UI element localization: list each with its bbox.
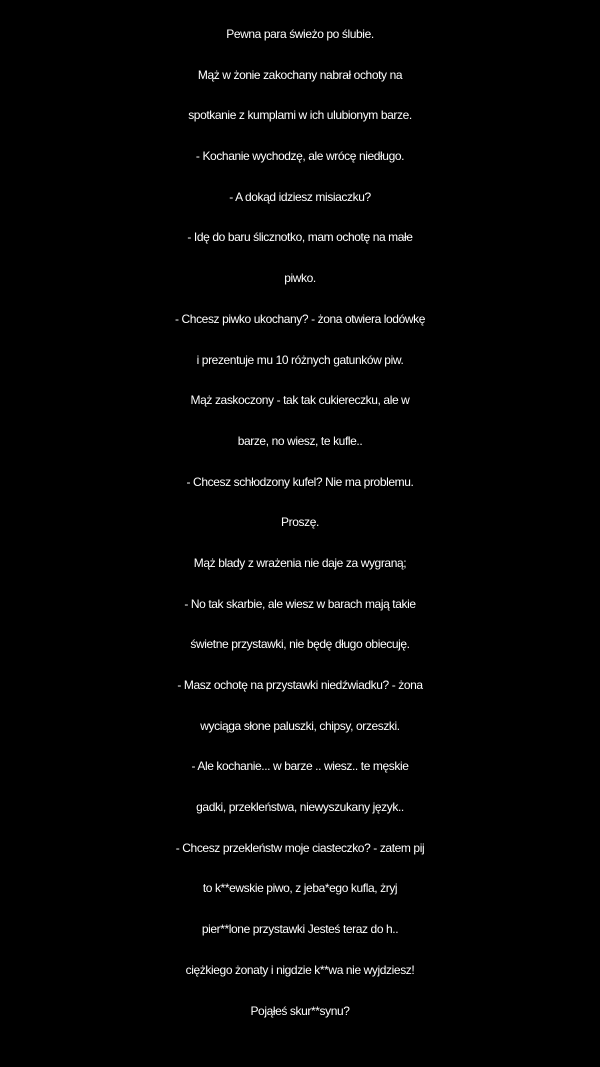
story-line: i prezentuje mu 10 różnych gatunków piw. <box>196 352 404 367</box>
story-line: Pojąłeś skur**synu? <box>250 1003 350 1018</box>
story-line: Pewna para świeżo po ślubie. <box>226 27 374 41</box>
story-line: gadki, przekleństwa, niewyszukany język.. <box>196 800 404 815</box>
story-line: spotkanie z kumplami w ich ulubionym barze. <box>188 108 412 123</box>
story-line: Proszę. <box>281 515 319 530</box>
story-line: - Chcesz przekleństw moje ciasteczko? - zatem pij <box>175 840 425 855</box>
story-line: wyciąga słone paluszki, chipsy, orzeszki. <box>200 718 400 733</box>
story-line: Mąż w żonie zakochany nabrał ochoty na <box>197 67 403 82</box>
story-line: ciężkiego żonaty i nigdzie k**wa nie wyjdziesz! <box>185 962 415 977</box>
story-line: Mąż zaskoczony - tak tak cukiereczku, ale w <box>190 393 410 408</box>
story-line: - Idę do baru ślicznotko, mam ochotę na małe <box>187 230 413 245</box>
story-line: - Chcesz schłodzony kufel? Nie ma problemu. <box>186 474 414 489</box>
story-line: - Ale kochanie... w barze .. wiesz.. te męskie <box>191 759 409 774</box>
story-line: - A dokąd idziesz misiaczku? <box>229 189 371 204</box>
story-line: świetne przystawki, nie będę długo obiecuję. <box>190 637 410 652</box>
story-line: - Masz ochotę na przystawki niedźwiadku? - żona <box>177 678 423 692</box>
story-line: piwko. <box>284 271 316 286</box>
story-line: to k**ewskie piwo, z jeba*ego kufla, żryj <box>202 881 398 896</box>
story-line: Mąż blady z wrażenia nie daje za wygraną; <box>193 555 407 570</box>
story-line: - No tak skarbie, ale wiesz w barach mają takie <box>184 596 416 611</box>
story-line: pier**lone przystawki Jesteś teraz do h.. <box>201 922 399 937</box>
story-line: barze, no wiesz, te kufle.. <box>237 433 363 448</box>
story-line: - Kochanie wychodzę, ale wrócę niedługo. <box>195 149 405 164</box>
story-line: - Chcesz piwko ukochany? - żona otwiera lodówkę <box>175 311 425 326</box>
